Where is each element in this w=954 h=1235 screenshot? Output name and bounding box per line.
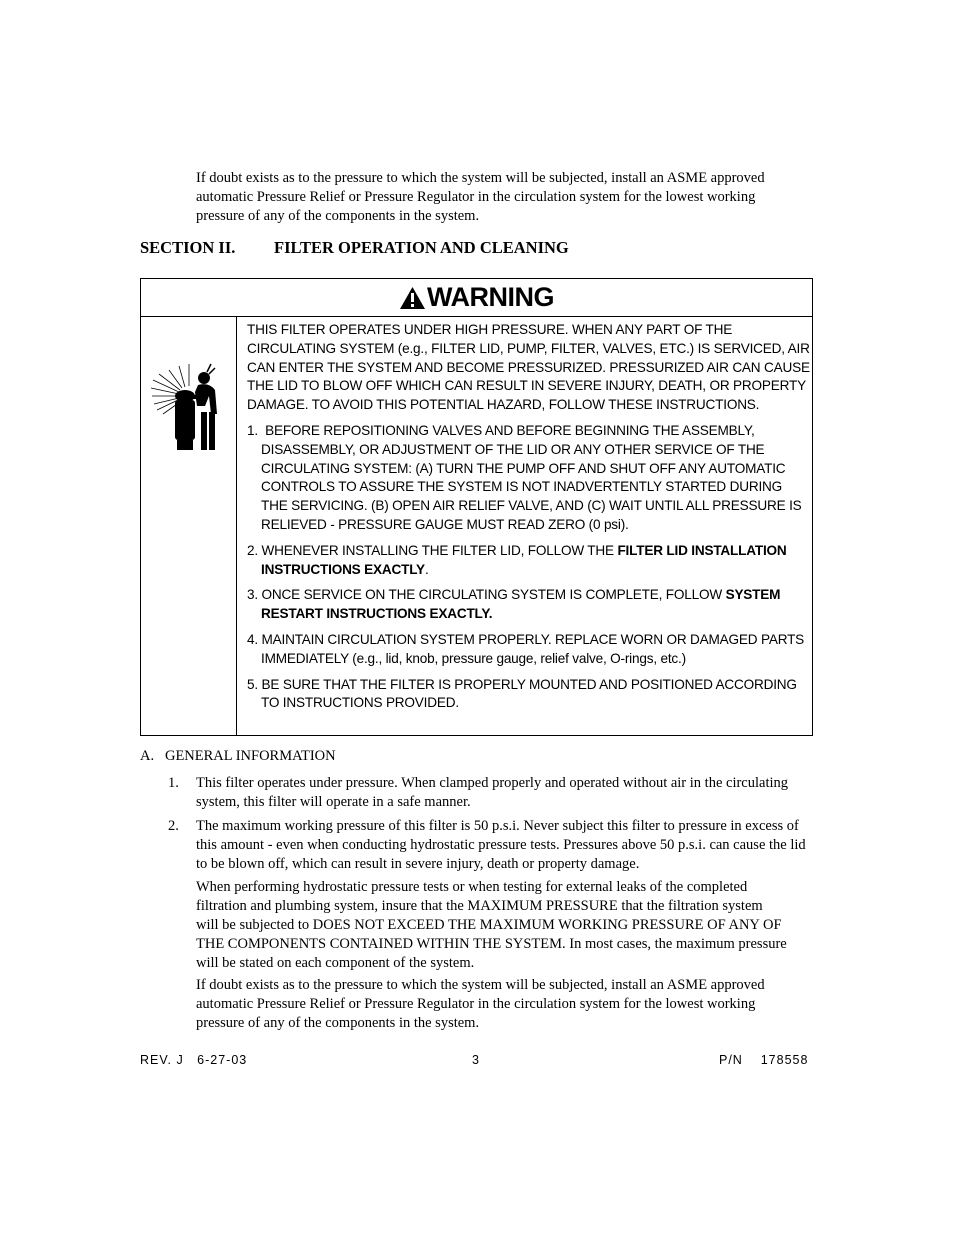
warning-text [247,321,810,713]
section-number: SECTION II. [140,238,236,257]
general-info-heading: A. GENERAL INFORMATION [140,748,336,764]
warning-box [140,278,813,736]
warning-header [141,279,812,317]
warning-item: 2. WHENEVER INSTALLING THE FILTER LID, FOLLOW THE FILTER LID INSTALLATION INSTRUCTIONS EXACTLY. [247,542,787,577]
hydrostatic-paragraph: When performing hydrostatic pressure tests or when testing for external leaks of the completed filtration and plumbing system, insure that the MAXIMUM PRESSURE that the filtration system will be subjected to DOES NOT EXCEED THE MAXIMUM WORKING PRESSURE OF ANY OF THE COMPONENTS CONTAINED WITHIN THE SYSTEM. In most cases, the maximum pressure will be stated on each component of the system. [196,879,787,971]
lid-blow-off-hazard-pictogram [149,352,229,452]
footer-page-number: 3 [472,1053,480,1067]
warning-triangle-icon [399,286,426,310]
section-title: FILTER OPERATION AND CLEANING [274,238,569,257]
warning-item: 5. BE SURE THAT THE FILTER IS PROPERLY MOUNTED AND POSITIONED ACCORDING TO INSTRUCTIONS PROVIDED. [247,676,797,711]
general-item: 1. This filter operates under pressure. When clamped properly and operated without air in the circulating system, this filter will operate in a safe manner. [168,775,789,810]
warning-intro: THIS FILTER OPERATES UNDER HIGH PRESSURE. WHEN ANY PART OF THE CIRCULATING SYSTEM (e.g., FILTER LID, PUMP, FILTER, VALVES, ETC.) IS SERVICED, AIR CAN ENTER THE SYSTEM AND BECOME PRESSURIZED. PRESSURIZED AIR CAN CAUSE THE LID TO BLOW OFF WHICH CAN RESULT IN SEVERE INJURY, DEATH, OR PROPERTY DAMAGE. TO AVOID THIS POTENTIAL HAZARD, FOLLOW THESE INSTRUCTIONS. [247,322,810,413]
doubt-paragraph: If doubt exists as to the pressure to which the system will be subjected, install an ASME approved automatic Pressure Relief or Pressure Regulator in the circulation system for the lowest working pressure of any of the components in the system. [196,977,765,1031]
section-heading [140,238,569,258]
warning-title: WARNING [427,282,554,312]
footer-revision: REV. J 6-27-03 [140,1053,248,1067]
footer-part-number: P/N 178558 [719,1053,809,1067]
warning-item: 3. ONCE SERVICE ON THE CIRCULATING SYSTEM IS COMPLETE, FOLLOW SYSTEM RESTART INSTRUCTIONS EXACTLY. [247,587,781,622]
warning-item: 4. MAINTAIN CIRCULATION SYSTEM PROPERLY. REPLACE WORN OR DAMAGED PARTS IMMEDIATELY (e.g., lid, knob, pressure gauge, relief valve, O-rings, etc.) [247,631,805,666]
warning-item: 1. BEFORE REPOSITIONING VALVES AND BEFORE BEGINNING THE ASSEMBLY, DISASSEMBLY, OR ADJUSTMENT OF THE LID OR ANY OTHER SERVICE OF THE CIRCULATING SYSTEM: (A) TURN THE PUMP OFF AND SHUT OFF ANY AUTOMATIC CONTROLS TO ASSURE THE SYSTEM IS NOT INADVERTENTLY STARTED DURING THE SERVICING. (B) OPEN AIR RELIEF VALVE, AND (C) WAIT UNTIL ALL PRESSURE IS RELIEVED - PRESSURE GAUGE MUST READ ZERO (0 psi). [247,422,802,532]
intro-paragraph: If doubt exists as to the pressure to which the system will be subjected, install an ASME approved automatic Pressure Relief or Pressure Regulator in the circulation system for the lowest working pressure of any of the components in the system. [196,170,765,224]
warning-pictogram-cell [141,316,237,735]
general-item: 2. The maximum working pressure of this filter is 50 p.s.i. Never subject this filter to pressure in excess of this amount - even when conducting hydrostatic pressure tests. Pressures above 50 p.s.i. can cause the lid to be blown off, which can result in severe injury, death or property damage. [168,818,806,872]
